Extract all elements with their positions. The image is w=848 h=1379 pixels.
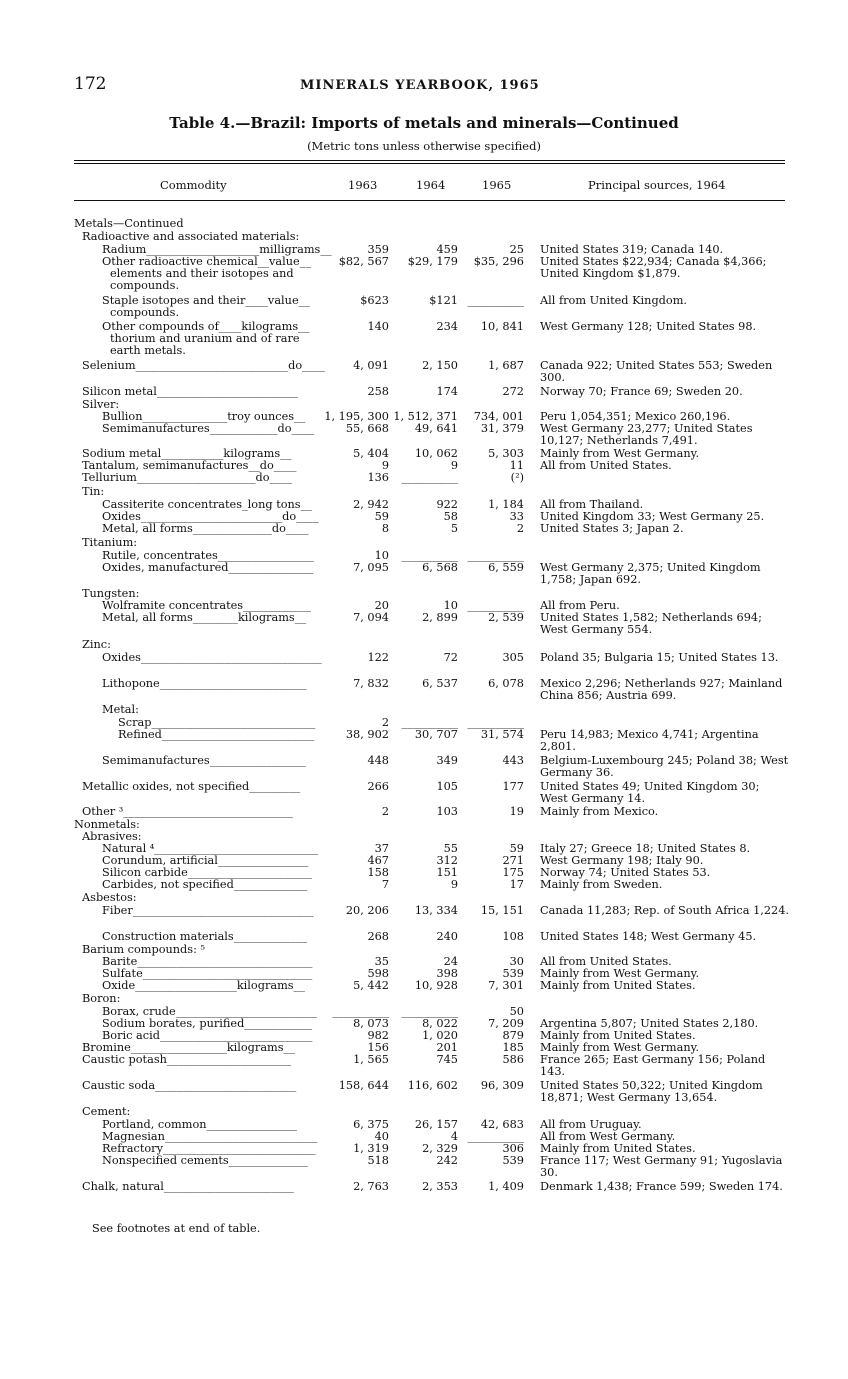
- commodity-cell: Oxide__________________kilograms__: [102, 979, 305, 992]
- commodity-cell: Chalk, natural_______________________: [82, 1180, 294, 1193]
- value-cell-1963: 518: [367, 1154, 389, 1167]
- value-cell-1963: 20: [374, 599, 389, 612]
- value-cell-1965: 6, 078: [488, 677, 524, 690]
- page-number: 172: [74, 74, 107, 94]
- commodity-cell: Scrap_____________________________: [118, 716, 316, 729]
- col-header-commodity: Commodity: [160, 178, 227, 192]
- value-cell-1965: 539: [502, 1154, 524, 1167]
- value-cell-1963: 20, 206: [345, 904, 389, 917]
- value-cell-1963: 982: [367, 1029, 389, 1042]
- value-cell-1963: 8, 073: [353, 1017, 389, 1030]
- value-cell-1963: 2, 763: [353, 1180, 389, 1193]
- commodity-cell: Zinc:: [82, 638, 111, 651]
- value-cell-1964: 10, 062: [414, 447, 458, 460]
- value-cell-1963: 4, 091: [353, 359, 389, 372]
- value-cell-1965: 42, 683: [480, 1118, 524, 1131]
- value-cell-1964: 1, 020: [422, 1029, 458, 1042]
- value-cell-1963: 35: [374, 955, 389, 968]
- commodity-cell: Refractory___________________________: [102, 1142, 316, 1155]
- sources-cell: Canada 11,283; Rep. of South Africa 1,224.: [540, 904, 790, 917]
- commodity-cell: Wolframite concentrates____________: [102, 599, 311, 612]
- value-cell-1964: 151: [436, 866, 458, 879]
- sources-cell: Italy 27; Greece 18; United States 8.: [540, 842, 751, 855]
- value-cell-1965: 305: [502, 651, 524, 664]
- value-cell-1963: 598: [367, 967, 389, 980]
- value-cell-1963: 268: [367, 930, 389, 943]
- sources-cell: Mainly from West Germany.: [540, 1041, 700, 1054]
- value-cell-1965: __________: [467, 1130, 524, 1143]
- value-cell-1963: 158, 644: [338, 1079, 389, 1092]
- footnote-note: See footnotes at end of table.: [92, 1222, 261, 1235]
- value-cell-1965: 539: [502, 967, 524, 980]
- sources-cell: United States 50,322; United Kingdom 18,871; West Germany 13,654.: [540, 1079, 763, 1104]
- sources-cell: Mainly from West Germany.: [540, 967, 700, 980]
- value-cell-1963: 7: [381, 878, 389, 891]
- value-cell-1965: 25: [509, 243, 524, 256]
- sources-cell: United States 319; Canada 140.: [540, 243, 724, 256]
- sources-cell: All from United States.: [540, 955, 672, 968]
- commodity-cell: Metallic oxides, not specified_________: [82, 780, 301, 793]
- commodity-cell: Nonmetals:: [74, 818, 140, 831]
- value-cell-1964: 1, 512, 371: [393, 410, 458, 423]
- value-cell-1963: 158: [367, 866, 389, 879]
- value-cell-1963: 359: [367, 243, 389, 256]
- value-cell-1965: 11: [509, 459, 524, 472]
- value-cell-1965: 1, 184: [488, 498, 524, 511]
- commodity-cell: Oxides________________________________: [102, 651, 322, 664]
- sources-cell: Mainly from Sweden.: [540, 878, 663, 891]
- sources-cell: All from Peru.: [540, 599, 620, 612]
- value-cell-1963: 258: [367, 385, 389, 398]
- col-header-1964: 1964: [416, 178, 446, 192]
- value-cell-1963: 55, 668: [345, 422, 389, 435]
- value-cell-1965: __________: [467, 294, 524, 307]
- commodity-cell: Radioactive and associated materials:: [82, 230, 300, 243]
- commodity-continuation: thorium and uranium and of rare: [110, 332, 300, 345]
- sources-cell: United States 49; United Kingdom 30; West Germany 14.: [540, 780, 760, 805]
- value-cell-1963: 156: [367, 1041, 389, 1054]
- commodity-continuation: compounds.: [110, 306, 180, 319]
- value-cell-1965: 33: [509, 510, 524, 523]
- sources-cell: All from Thailand.: [540, 498, 644, 511]
- value-cell-1965: 17: [509, 878, 524, 891]
- value-cell-1963: 2, 942: [353, 498, 389, 511]
- value-cell-1965: __________: [467, 599, 524, 612]
- commodity-cell: Tantalum, semimanufactures__do____: [82, 459, 297, 472]
- value-cell-1964: 745: [436, 1053, 458, 1066]
- value-cell-1963: __________: [332, 1005, 389, 1018]
- sources-cell: West Germany 23,277; United States 10,127; Netherlands 7,491.: [540, 422, 753, 447]
- value-cell-1963: 5, 404: [353, 447, 389, 460]
- value-cell-1964: 922: [436, 498, 458, 511]
- value-cell-1965: $35, 296: [473, 255, 524, 268]
- value-cell-1964: 240: [436, 930, 458, 943]
- commodity-continuation: elements and their isotopes and: [110, 267, 294, 280]
- value-cell-1963: 122: [367, 651, 389, 664]
- value-cell-1963: 448: [367, 754, 389, 767]
- sources-cell: All from Uruguay.: [540, 1118, 642, 1131]
- value-cell-1964: 5: [450, 522, 458, 535]
- commodity-cell: Staple isotopes and their____value__: [102, 294, 310, 307]
- value-cell-1964: 9: [450, 459, 458, 472]
- sources-cell: United Kingdom 33; West Germany 25.: [540, 510, 765, 523]
- value-cell-1963: $82, 567: [338, 255, 389, 268]
- value-cell-1964: 2, 353: [422, 1180, 458, 1193]
- value-cell-1964: 10: [443, 599, 458, 612]
- value-cell-1963: 7, 094: [353, 611, 389, 624]
- value-cell-1964: 2, 329: [422, 1142, 458, 1155]
- commodity-cell: Bullion_______________troy ounces__: [102, 410, 306, 423]
- sources-cell: United States 3; Japan 2.: [540, 522, 684, 535]
- commodity-cell: Tin:: [82, 485, 105, 498]
- commodity-cell: Corundum, artificial________________: [102, 854, 309, 867]
- value-cell-1964: __________: [401, 1005, 458, 1018]
- top-rule-thin: [74, 163, 785, 164]
- commodity-cell: Other radioactive chemical__value__: [102, 255, 311, 268]
- value-cell-1965: 586: [502, 1053, 524, 1066]
- value-cell-1963: $623: [360, 294, 389, 307]
- value-cell-1964: 105: [436, 780, 458, 793]
- commodity-cell: Caustic soda_________________________: [82, 1079, 297, 1092]
- value-cell-1964: 24: [443, 955, 458, 968]
- value-cell-1965: 177: [502, 780, 524, 793]
- value-cell-1965: 443: [502, 754, 524, 767]
- commodity-cell: Titanium:: [82, 536, 138, 549]
- value-cell-1965: 734, 001: [473, 410, 524, 423]
- value-cell-1965: __________: [467, 549, 524, 562]
- value-cell-1964: 10, 928: [414, 979, 458, 992]
- value-cell-1964: __________: [401, 549, 458, 562]
- commodity-cell: Other compounds of____kilograms__: [102, 320, 310, 333]
- sources-cell: Norway 74; United States 53.: [540, 866, 711, 879]
- commodity-cell: Fiber________________________________: [102, 904, 314, 917]
- value-cell-1965: 272: [502, 385, 524, 398]
- value-cell-1964: 72: [443, 651, 458, 664]
- sources-cell: Mexico 2,296; Netherlands 927; Mainland China 856; Austria 699.: [540, 677, 783, 702]
- commodity-cell: Lithopone__________________________: [102, 677, 307, 690]
- commodity-cell: Nonspecified cements______________: [102, 1154, 308, 1167]
- sources-cell: Argentina 5,807; United States 2,180.: [540, 1017, 759, 1030]
- value-cell-1965: 1, 687: [488, 359, 524, 372]
- value-cell-1965: 31, 574: [480, 728, 524, 741]
- commodity-cell: Metal, all forms________kilograms__: [102, 611, 307, 624]
- value-cell-1963: 5, 442: [353, 979, 389, 992]
- value-cell-1965: 7, 209: [488, 1017, 524, 1030]
- sources-cell: Mainly from United States.: [540, 1142, 696, 1155]
- value-cell-1965: 185: [502, 1041, 524, 1054]
- commodity-cell: Abrasives:: [82, 830, 142, 843]
- value-cell-1965: 108: [502, 930, 524, 943]
- commodity-cell: Semimanufactures_________________: [102, 754, 306, 767]
- value-cell-1964: 26, 157: [414, 1118, 458, 1131]
- value-cell-1964: 234: [436, 320, 458, 333]
- value-cell-1965: (²): [510, 471, 524, 484]
- commodity-cell: Portland, common________________: [102, 1118, 297, 1131]
- commodity-cell: Semimanufactures____________do____: [102, 422, 315, 435]
- commodity-cell: Barium compounds: ⁵: [82, 943, 206, 956]
- commodity-cell: Sodium borates, purified____________: [102, 1017, 313, 1030]
- sources-cell: Denmark 1,438; France 599; Sweden 174.: [540, 1180, 783, 1193]
- commodity-cell: Boron:: [82, 992, 121, 1005]
- sources-cell: West Germany 2,375; United Kingdom 1,758; Japan 692.: [540, 561, 761, 586]
- value-cell-1965: 879: [502, 1029, 524, 1042]
- value-cell-1964: 13, 334: [414, 904, 458, 917]
- value-cell-1963: 266: [367, 780, 389, 793]
- value-cell-1965: 175: [502, 866, 524, 879]
- top-rule: [74, 160, 785, 161]
- commodity-cell: Bromine_________________kilograms__: [82, 1041, 295, 1054]
- sources-cell: Mainly from West Germany.: [540, 447, 700, 460]
- value-cell-1965: 31, 379: [480, 422, 524, 435]
- sources-cell: All from United States.: [540, 459, 672, 472]
- value-cell-1963: 1, 195, 300: [324, 410, 389, 423]
- value-cell-1963: 40: [374, 1130, 389, 1143]
- value-cell-1964: 312: [436, 854, 458, 867]
- sources-cell: Mainly from Mexico.: [540, 805, 659, 818]
- commodity-continuation: compounds.: [110, 279, 180, 292]
- sources-cell: Peru 14,983; Mexico 4,741; Argentina 2,801.: [540, 728, 759, 753]
- value-cell-1963: 1, 565: [353, 1053, 389, 1066]
- value-cell-1965: 2, 539: [488, 611, 524, 624]
- commodity-cell: Sodium metal___________kilograms__: [82, 447, 292, 460]
- commodity-cell: Magnesian___________________________: [102, 1130, 318, 1143]
- table-title: Table 4.—Brazil: Imports of metals and minerals—Continued: [169, 114, 679, 132]
- commodity-cell: Metals—Continued: [74, 217, 184, 230]
- col-header-sources: Principal sources, 1964: [588, 178, 726, 192]
- sources-cell: All from West Germany.: [540, 1130, 676, 1143]
- value-cell-1965: 7, 301: [488, 979, 524, 992]
- commodity-cell: Oxides, manufactured_______________: [102, 561, 314, 574]
- value-cell-1963: 467: [367, 854, 389, 867]
- value-cell-1963: 9: [381, 459, 389, 472]
- value-cell-1964: 174: [436, 385, 458, 398]
- value-cell-1963: 37: [374, 842, 389, 855]
- sources-cell: United States 148; West Germany 45.: [540, 930, 757, 943]
- value-cell-1965: 50: [509, 1005, 524, 1018]
- sources-cell: Mainly from United States.: [540, 1029, 696, 1042]
- commodity-cell: Metal:: [102, 703, 139, 716]
- value-cell-1965: 1, 409: [488, 1180, 524, 1193]
- commodity-cell: Carbides, not specified_____________: [102, 878, 308, 891]
- value-cell-1964: 6, 568: [422, 561, 458, 574]
- value-cell-1963: 136: [367, 471, 389, 484]
- commodity-continuation: earth metals.: [110, 344, 186, 357]
- value-cell-1964: 6, 537: [422, 677, 458, 690]
- commodity-cell: Natural ⁴_____________________________: [102, 842, 319, 855]
- commodity-cell: Tellurium_____________________do____: [82, 471, 293, 484]
- value-cell-1964: 459: [436, 243, 458, 256]
- commodity-cell: Selenium___________________________do____: [82, 359, 325, 372]
- sources-cell: Mainly from United States.: [540, 979, 696, 992]
- sources-cell: Canada 922; United States 553; Sweden 300.: [540, 359, 773, 384]
- table-subtitle: (Metric tons unless otherwise specified): [307, 139, 541, 153]
- sources-cell: Peru 1,054,351; Mexico 260,196.: [540, 410, 731, 423]
- value-cell-1964: 2, 899: [422, 611, 458, 624]
- value-cell-1964: 201: [436, 1041, 458, 1054]
- value-cell-1963: 59: [374, 510, 389, 523]
- value-cell-1965: 6, 559: [488, 561, 524, 574]
- commodity-cell: Sulfate______________________________: [102, 967, 313, 980]
- commodity-cell: Asbestos:: [82, 891, 137, 904]
- commodity-cell: Barite_______________________________: [102, 955, 313, 968]
- commodity-cell: Tungsten:: [82, 587, 140, 600]
- sources-cell: West Germany 128; United States 98.: [540, 320, 757, 333]
- value-cell-1964: 9: [450, 878, 458, 891]
- commodity-cell: Metal, all forms______________do____: [102, 522, 309, 535]
- commodity-cell: Borax, crude_________________________: [102, 1005, 317, 1018]
- value-cell-1964: 349: [436, 754, 458, 767]
- value-cell-1963: 38, 902: [345, 728, 389, 741]
- value-cell-1965: 2: [516, 522, 524, 535]
- col-header-1963: 1963: [348, 178, 378, 192]
- sources-cell: United States 1,582; Netherlands 694; West Germany 554.: [540, 611, 762, 636]
- sources-cell: Belgium-Luxembourg 245; Poland 38; West Germany 36.: [540, 754, 789, 779]
- value-cell-1963: 6, 375: [353, 1118, 389, 1131]
- commodity-cell: Other ³______________________________: [82, 805, 293, 818]
- value-cell-1963: 2: [381, 716, 389, 729]
- value-cell-1964: 242: [436, 1154, 458, 1167]
- commodity-cell: Silicon metal_________________________: [82, 385, 299, 398]
- value-cell-1965: 306: [502, 1142, 524, 1155]
- value-cell-1963: 10: [374, 549, 389, 562]
- value-cell-1964: 103: [436, 805, 458, 818]
- value-cell-1963: 2: [381, 805, 389, 818]
- value-cell-1964: 55: [443, 842, 458, 855]
- value-cell-1965: 271: [502, 854, 524, 867]
- value-cell-1965: 96, 309: [480, 1079, 524, 1092]
- running-title: MINERALS YEARBOOK, 1965: [300, 78, 540, 93]
- value-cell-1965: 15, 151: [480, 904, 524, 917]
- commodity-cell: Construction materials_____________: [102, 930, 308, 943]
- value-cell-1965: 10, 841: [480, 320, 524, 333]
- sources-cell: West Germany 198; Italy 90.: [540, 854, 704, 867]
- value-cell-1964: 30, 707: [414, 728, 458, 741]
- value-cell-1964: 2, 150: [422, 359, 458, 372]
- value-cell-1963: 7, 095: [353, 561, 389, 574]
- commodity-cell: Silicon carbide______________________: [102, 866, 313, 879]
- col-header-1965: 1965: [482, 178, 512, 192]
- value-cell-1965: 5, 303: [488, 447, 524, 460]
- commodity-cell: Radium____________________milligrams__: [102, 243, 332, 256]
- value-cell-1963: 7, 832: [353, 677, 389, 690]
- value-cell-1965: __________: [467, 716, 524, 729]
- value-cell-1964: __________: [401, 471, 458, 484]
- sources-cell: France 265; East Germany 156; Poland 143.: [540, 1053, 766, 1078]
- commodity-cell: Cassiterite concentrates_long tons__: [102, 498, 312, 511]
- sources-cell: Poland 35; Bulgaria 15; United States 13.: [540, 651, 779, 664]
- commodity-cell: Oxides_________________________do____: [102, 510, 319, 523]
- sources-cell: Norway 70; France 69; Sweden 20.: [540, 385, 743, 398]
- value-cell-1963: 140: [367, 320, 389, 333]
- header-rule: [74, 200, 785, 201]
- value-cell-1964: 49, 641: [414, 422, 458, 435]
- commodity-cell: Boric acid___________________________: [102, 1029, 313, 1042]
- commodity-cell: Refined___________________________: [118, 728, 315, 741]
- value-cell-1965: 30: [509, 955, 524, 968]
- value-cell-1964: __________: [401, 716, 458, 729]
- value-cell-1964: $29, 179: [407, 255, 458, 268]
- value-cell-1964: 58: [443, 510, 458, 523]
- commodity-cell: Rutile, concentrates_________________: [102, 549, 314, 562]
- value-cell-1965: 59: [509, 842, 524, 855]
- commodity-cell: Caustic potash______________________: [82, 1053, 292, 1066]
- sources-cell: All from United Kingdom.: [540, 294, 688, 307]
- commodity-cell: Silver:: [82, 398, 120, 411]
- sources-cell: France 117; West Germany 91; Yugoslavia 30.: [540, 1154, 783, 1179]
- sources-cell: United States $22,934; Canada $4,366; United Kingdom $1,879.: [540, 255, 767, 280]
- commodity-cell: Cement:: [82, 1105, 131, 1118]
- value-cell-1964: 116, 602: [407, 1079, 458, 1092]
- value-cell-1964: 398: [436, 967, 458, 980]
- value-cell-1963: 8: [381, 522, 389, 535]
- value-cell-1965: 19: [509, 805, 524, 818]
- value-cell-1964: $121: [429, 294, 458, 307]
- value-cell-1964: 8, 022: [422, 1017, 458, 1030]
- value-cell-1964: 4: [450, 1130, 458, 1143]
- value-cell-1963: 1, 319: [353, 1142, 389, 1155]
